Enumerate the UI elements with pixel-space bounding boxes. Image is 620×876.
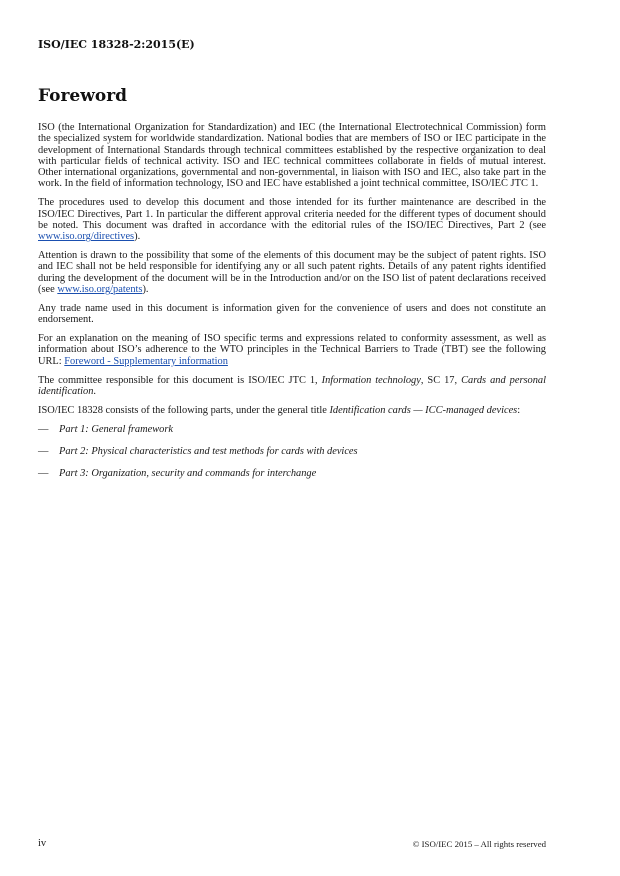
page-number: iv [38, 838, 47, 849]
part-label: Part 1: General framework [59, 423, 173, 435]
paragraph-patent-rights [38, 250, 546, 295]
procedures-end: ). [134, 231, 141, 243]
part-label: Part 2: Physical characteristics and test methods for cards with devices [59, 445, 358, 457]
paragraph-parts-intro [38, 405, 546, 416]
patents-link[interactable]: www.iso.org/patents [57, 284, 143, 296]
conformity-text: For an explanation on the meaning of ISO specific terms and expressions related to conformity assessment, as well as information about ISO’s adherence to the WTO principles in the Technical Barriers to Trade (TBT) see the following URL: [38, 333, 546, 367]
foreword-body [38, 122, 546, 491]
part-label: Part 3: Organization, security and commands for interchange [59, 468, 317, 480]
parts-general-title: Identification cards — ICC-managed devices [329, 404, 518, 416]
page-title: Foreword [38, 86, 128, 106]
committee-text: The committee responsible for this document is ISO/IEC JTC 1, [38, 374, 322, 386]
paragraph-committee [38, 375, 546, 398]
committee-end: . [93, 385, 97, 397]
patent-text: Attention is drawn to the possibility that some of the elements of this document may be the subject of patent rights. ISO and IEC shall not be held responsible for identifying any or all such patent rights. Details of any patent rights identified during the development of the document will be in the Introduction and/or on the ISO list of patent declarations received (see [38, 250, 546, 296]
paragraph-conformity [38, 333, 546, 367]
list-dash: — [38, 445, 49, 457]
patent-end: ). [142, 284, 149, 296]
list-item [38, 468, 546, 479]
supplementary-info-link[interactable]: Foreword - Supplementary information [64, 355, 228, 367]
document-id-header: ISO/IEC 18328-2:2015(E) [38, 38, 195, 51]
parts-intro-text: ISO/IEC 18328 consists of the following parts, under the general title [38, 404, 330, 416]
parts-intro-end: : [517, 404, 521, 416]
list-item [38, 446, 546, 457]
paragraph-iso-iec-intro: ISO (the International Organization for Standardization) and IEC (the International Electrotechnical Commission) form the specialized system for worldwide standardization. National bodies that are members of ISO or IEC participate in the development of International Standards through technical committees established by the respective organization to deal with particular fields of technical activity. ISO and IEC technical committees collaborate in fields of mutual interest. Other international organizations, governmental and non-governmental, in liaison with ISO and IEC, also take part in the work. In the field of information technology, ISO and IEC have established a joint technical committee, ISO/IEC JTC 1. [38, 122, 546, 190]
list-dash: — [38, 468, 49, 480]
copyright-notice: © ISO/IEC 2015 – All rights reserved [412, 839, 546, 849]
procedures-text: The procedures used to develop this document and those intended for its further maintenance are described in the ISO/IEC Directives, Part 1. In particular the different approval criteria needed for the different types of document should be noted. This document was drafted in accordance with the editorial rules of the ISO/IEC Directives, Part 2 (see [38, 197, 546, 231]
committee-emphasis-cards: Cards and personal identification [38, 374, 547, 397]
list-item [38, 424, 546, 435]
paragraph-trade-name: Any trade name used in this document is information given for the convenience of users and does not constitute an endorsement. [38, 302, 546, 326]
list-dash: — [38, 423, 49, 435]
paragraph-procedures [38, 197, 546, 242]
committee-emphasis-it: Information technology [321, 374, 421, 386]
parts-list [38, 424, 546, 480]
committee-text-sc: , SC 17, [420, 374, 462, 386]
directives-link[interactable]: www.iso.org/directives [38, 231, 135, 243]
